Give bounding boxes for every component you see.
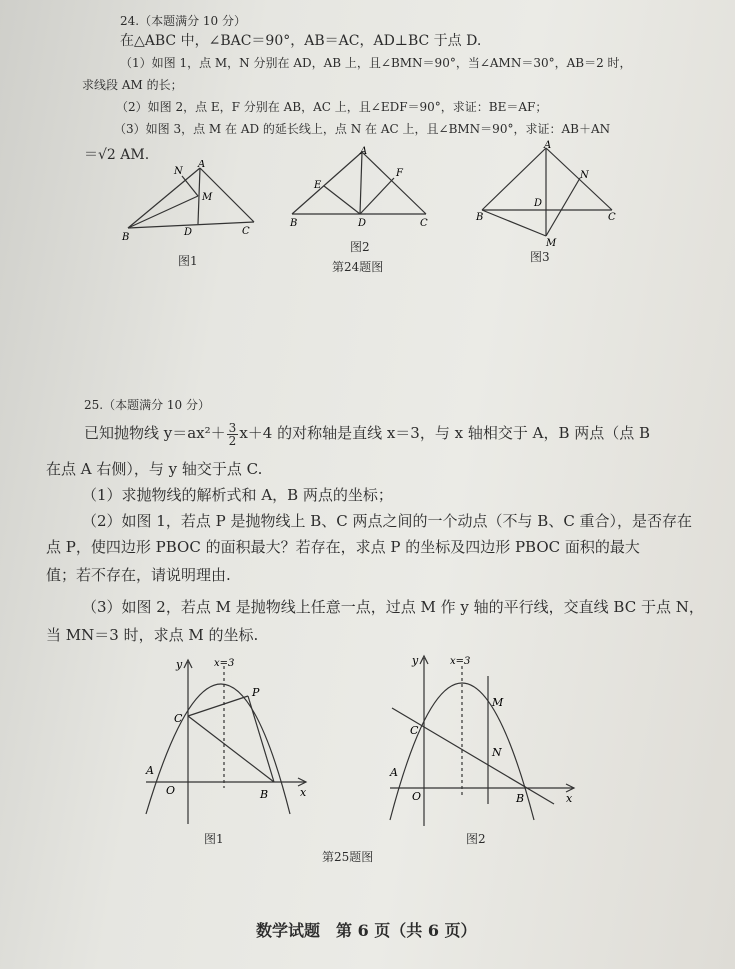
fig25-1-label-C: C xyxy=(174,712,183,725)
fig2-label-F: F xyxy=(396,168,403,179)
fig25-1-label-O: O xyxy=(166,784,176,797)
fig2-label-C: C xyxy=(420,218,428,229)
fig2-label-A: A xyxy=(360,146,368,157)
fig25-2-label-axis: x=3 xyxy=(450,656,471,667)
q24-fig3-caption: 图3 xyxy=(530,250,550,264)
q25-part1: （1）求抛物线的解析式和 A，B 两点的坐标； xyxy=(82,486,393,504)
q24-stem: 在△ABC 中，∠BAC＝90°，AB＝AC，AD⊥BC 于点 D. xyxy=(120,33,482,49)
fig1-label-D: D xyxy=(184,227,193,238)
q24-figure2 xyxy=(286,146,436,232)
fig25-1-label-A: A xyxy=(146,764,154,777)
fig1-label-A: A xyxy=(198,160,206,170)
q25-part3-line1: （3）如图 2，若点 M 是抛物线上任意一点，过点 M 作 y 轴的平行线，交直线 BC 于点 N， xyxy=(82,598,704,616)
q25-part2-line3: 值；若不存在，请说明理由. xyxy=(46,566,231,584)
fig25-2-label-C: C xyxy=(410,724,419,737)
q24-part2: （2）如图 2，点 E，F 分别在 AB，AC 上，且∠EDF＝90°，求证：BE＝AF； xyxy=(116,100,548,114)
fig25-2-label-O: O xyxy=(412,790,422,803)
fig25-2-label-B: B xyxy=(516,792,525,805)
q25-figure1 xyxy=(140,654,312,830)
fig3-label-D: D xyxy=(534,198,543,209)
q24-group-caption: 第24题图 xyxy=(332,260,384,274)
fig25-2-label-N: N xyxy=(492,746,502,759)
fig25-1-label-B: B xyxy=(260,788,269,801)
fig25-1-label-P: P xyxy=(252,686,260,699)
q24-fig1-caption: 图1 xyxy=(178,254,198,268)
q24-figure3 xyxy=(472,140,622,248)
fig1-label-C: C xyxy=(242,226,250,237)
fig25-2-label-A: A xyxy=(390,766,398,779)
q25-stem-line2: 在点 A 右侧），与 y 轴交于点 C. xyxy=(46,460,263,478)
q25-stem-part-b: x＋4 的对称轴是直线 x＝3，与 x 轴相交于 A，B 两点（点 B xyxy=(239,424,651,442)
q25-fraction xyxy=(227,422,239,447)
q25-part2-line1: （2）如图 1，若点 P 是抛物线上 B、C 两点之间的一个动点（不与 B、C 重合），是否存在 xyxy=(82,512,693,530)
q25-fig1-caption: 图1 xyxy=(204,832,224,846)
q25-fig2-caption: 图2 xyxy=(466,832,486,846)
q25-title: 25.（本题满分 10 分） xyxy=(84,398,210,412)
fig25-2-label-y: y xyxy=(412,654,419,667)
fig1-label-N: N xyxy=(174,166,183,177)
fig2-label-E: E xyxy=(314,180,322,191)
page-footer: 数学试题 第 6 页（共 6 页） xyxy=(256,921,477,940)
fig3-label-N: N xyxy=(580,170,589,181)
fig25-2-label-M: M xyxy=(492,696,504,709)
q25-stem-line1 xyxy=(84,420,650,447)
fig2-label-D: D xyxy=(358,218,367,229)
q25-part3-line2: 当 MN＝3 时，求点 M 的坐标. xyxy=(46,626,259,644)
q24-figure1 xyxy=(118,160,268,242)
fig3-label-B: B xyxy=(476,212,484,223)
fig3-label-C: C xyxy=(608,212,616,223)
q24-part3-line1: （3）如图 3，点 M 在 AD 的延长线上，点 N 在 AC 上，且∠BMN＝90°，求证：AB＋AN xyxy=(114,122,611,136)
q25-group-caption: 第25题图 xyxy=(322,850,374,864)
q25-fraction-denominator: 2 xyxy=(228,433,237,448)
q24-title: 24.（本题满分 10 分） xyxy=(120,14,246,28)
q25-figure2 xyxy=(384,650,584,830)
q24-part3-line2: ＝√2 AM. xyxy=(84,147,150,163)
q25-part2-line2: 点 P，使四边形 PBOC 的面积最大？若存在，求点 P 的坐标及四边形 PBOC 面积的最大 xyxy=(46,538,640,556)
fig25-1-label-y: y xyxy=(176,658,183,671)
fig25-2-label-x: x xyxy=(566,792,573,805)
fig25-1-label-axis: x=3 xyxy=(214,658,235,669)
fig1-label-M: M xyxy=(202,192,213,203)
q24-part1-line1: （1）如图 1，点 M，N 分别在 AD，AB 上，且∠BMN＝90°，当∠AMN＝30°，AB＝2 时， xyxy=(120,56,632,70)
fig3-label-A: A xyxy=(544,140,552,151)
fig25-1-label-x: x xyxy=(300,786,307,799)
q24-fig2-caption: 图2 xyxy=(350,240,370,254)
q25-fraction-numerator: 3 xyxy=(228,420,237,435)
q24-part1-line2: 求线段 AM 的长； xyxy=(82,78,183,92)
fig3-label-M: M xyxy=(546,238,557,248)
fig1-label-B: B xyxy=(122,232,130,242)
q25-stem-part-a: 已知抛物线 y＝ax²＋ xyxy=(84,424,226,442)
fig2-label-B: B xyxy=(290,218,298,229)
